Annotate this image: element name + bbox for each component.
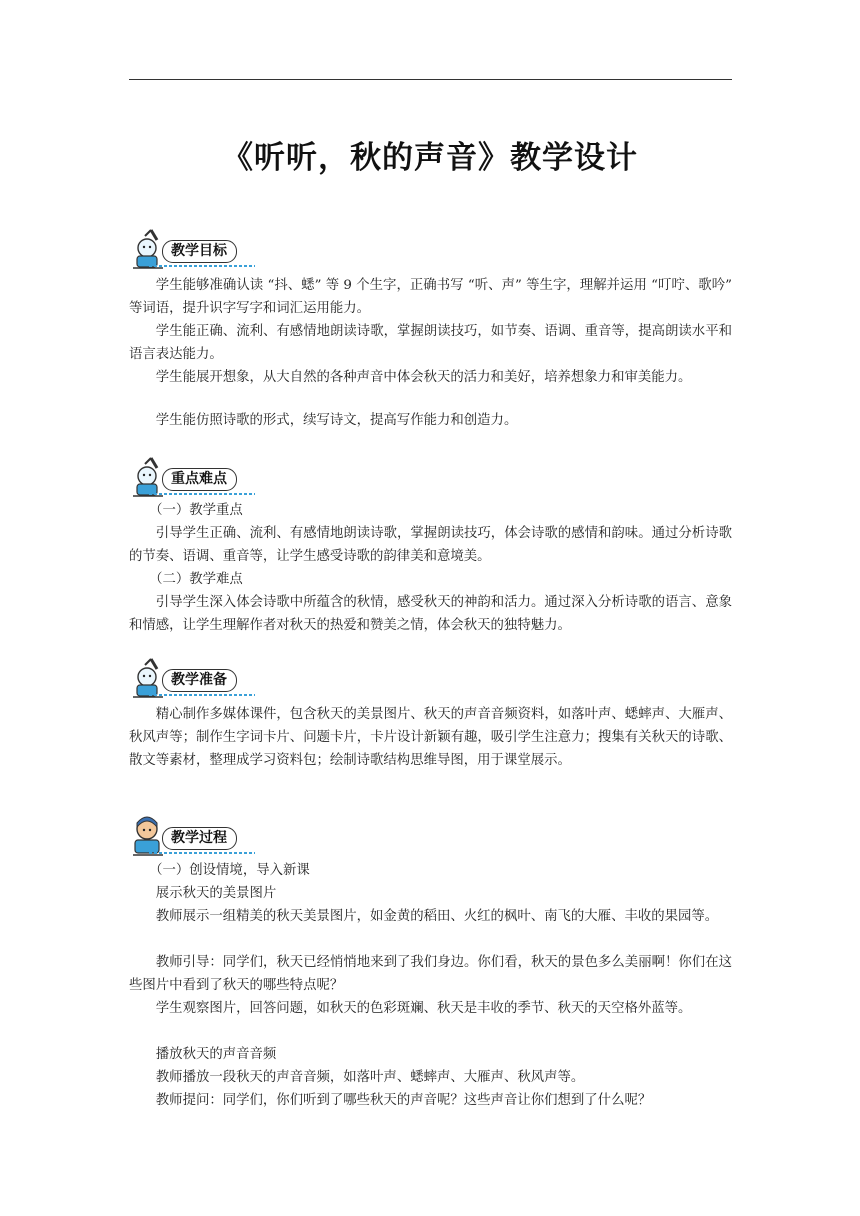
key-point-paragraph: 引导学生正确、流利、有感情地朗读诗歌，掌握朗读技巧，体会诗歌的感情和韵味。通过分析诗歌的节奏、语调、重音等，让学生感受诗歌的韵律美和意境美。	[129, 526, 732, 565]
step-title: 展示秋天的美景图片	[155, 886, 277, 901]
section-heading-label: 重点难点	[162, 468, 237, 491]
subheading: （一）创设情境，导入新课	[149, 863, 310, 878]
process-paragraph: 教师播放一段秋天的声音音频，如落叶声、蟋蟀声、大雁声、秋风声等。	[155, 1070, 585, 1085]
process-paragraph: 学生观察图片，回答问题，如秋天的色彩斑斓、秋天是丰收的季节、秋天的天空格外蓝等。	[155, 1001, 692, 1016]
section-heading-label: 教学过程	[162, 827, 237, 850]
objective-paragraph: 学生能正确、流利、有感情地朗读诗歌，掌握朗读技巧，如节奏、语调、重音等，提高朗读水平和语言表达能力。	[129, 324, 732, 363]
section-heading-key-points	[129, 456, 259, 500]
section-heading-preparation	[129, 657, 259, 701]
page-title: 《听听，秋的声音》教学设计	[222, 140, 638, 176]
process-paragraph: 教师引导：同学们，秋天已经悄悄地来到了我们身边。你们看，秋天的景色多么美丽啊！你们在这些图片中看到了秋天的哪些特点呢？	[129, 955, 732, 994]
preparation-paragraph: 精心制作多媒体课件，包含秋天的美景图片、秋天的声音音频资料，如落叶声、蟋蟀声、大雁声、秋风声等；制作生字词卡片、问题卡片，卡片设计新颖有趣，吸引学生注意力；搜集有关秋天的诗歌、散文等素材，整理成学习资料包；绘制诗歌结构思维导图，用于课堂展示。	[129, 707, 732, 769]
section-heading-label: 教学目标	[162, 240, 237, 263]
objective-paragraph: 学生能仿照诗歌的形式，续写诗文，提高写作能力和创造力。	[155, 413, 518, 428]
step-title: 播放秋天的声音音频	[155, 1047, 277, 1062]
heading-underline	[149, 851, 255, 856]
subheading: （二）教学难点	[149, 572, 243, 587]
heading-underline	[149, 264, 255, 269]
heading-underline	[149, 492, 255, 497]
top-rule	[129, 79, 732, 80]
section-heading-process	[129, 815, 259, 859]
subheading: （一）教学重点	[149, 503, 243, 518]
objective-paragraph: 学生能展开想象，从大自然的各种声音中体会秋天的活力和美好，培养想象力和审美能力。	[155, 370, 692, 385]
section-heading-objectives	[129, 228, 259, 272]
heading-underline	[149, 693, 255, 698]
difficulty-paragraph: 引导学生深入体会诗歌中所蕴含的秋情，感受秋天的神韵和活力。通过深入分析诗歌的语言、意象和情感，让学生理解作者对秋天的热爱和赞美之情，体会秋天的独特魅力。	[129, 595, 732, 634]
process-paragraph: 教师展示一组精美的秋天美景图片，如金黄的稻田、火红的枫叶、南飞的大雁、丰收的果园等。	[155, 909, 719, 924]
section-heading-label: 教学准备	[162, 669, 237, 692]
process-paragraph: 教师提问：同学们，你们听到了哪些秋天的声音呢？这些声音让你们想到了什么呢？	[155, 1093, 652, 1108]
objective-paragraph: 学生能够准确认读 “抖、蟋” 等 9 个生字，正确书写 “听、声” 等生字，理解并运用 “叮咛、歌吟” 等词语，提升识字写字和词汇运用能力。	[129, 278, 732, 317]
